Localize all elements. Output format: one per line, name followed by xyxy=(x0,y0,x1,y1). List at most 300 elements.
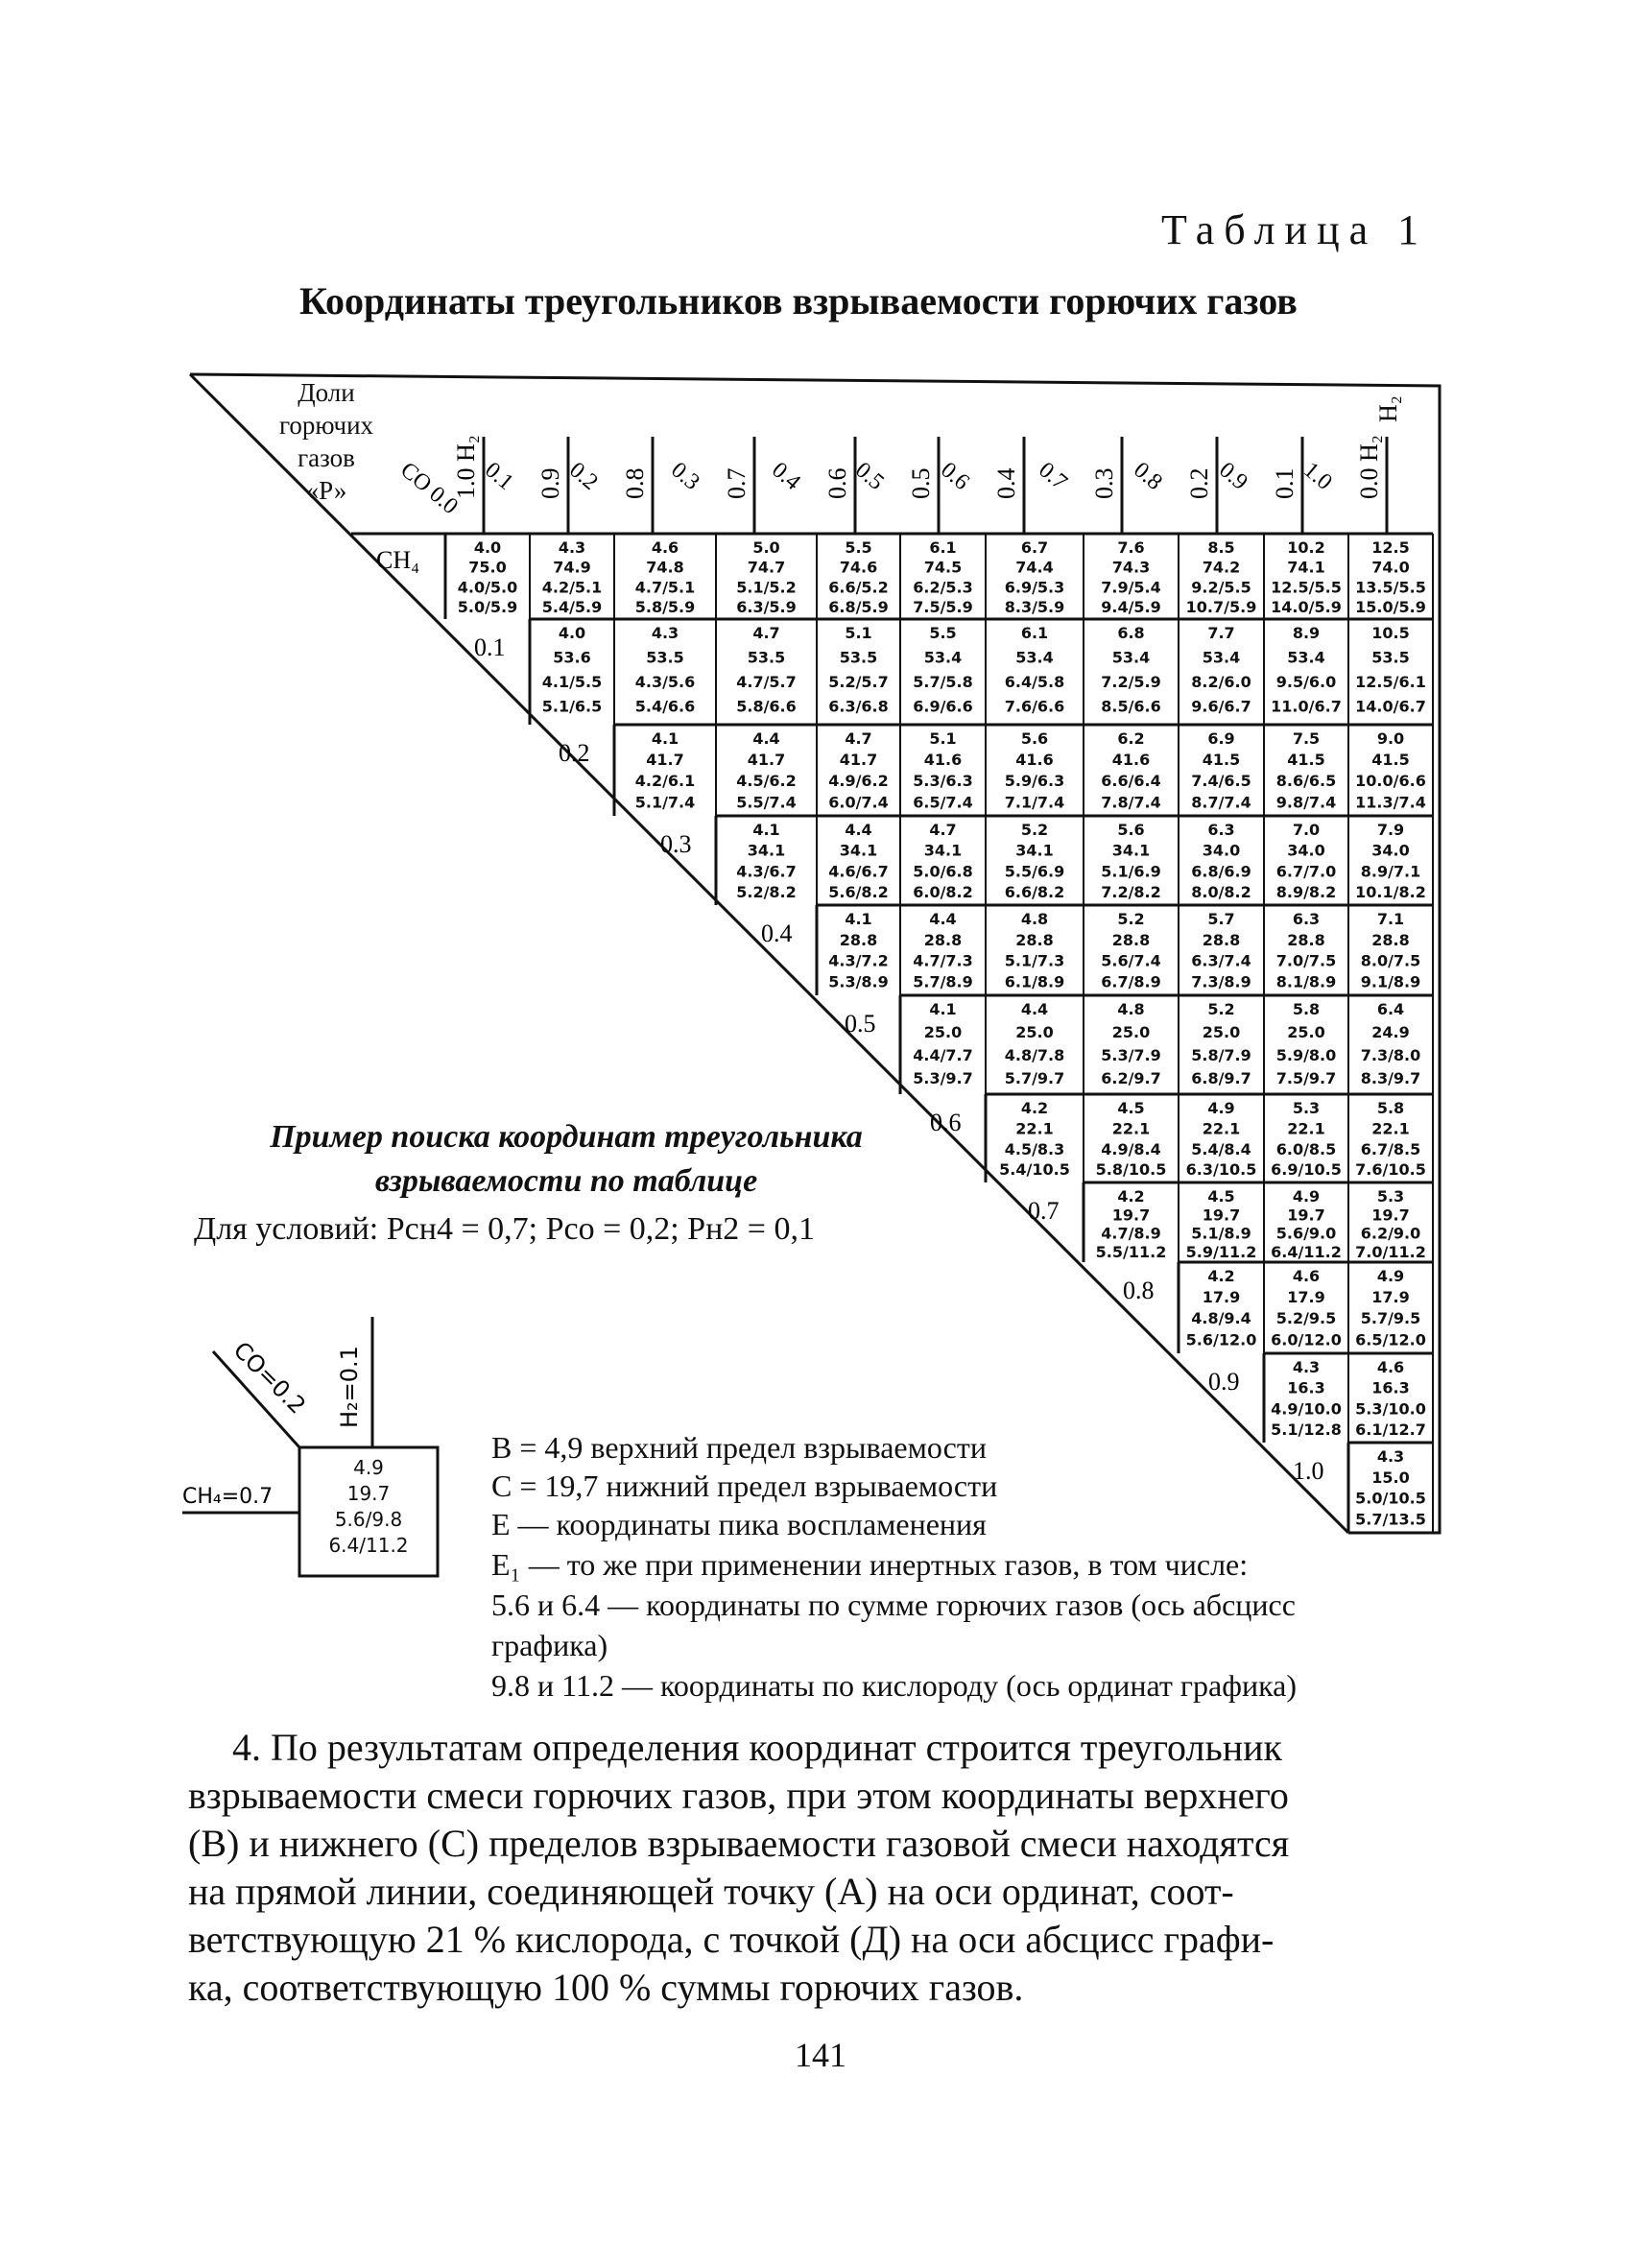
table-cell-value: 15.0 xyxy=(1371,1468,1410,1487)
example-co-label: CO=0.2 xyxy=(227,1336,311,1420)
table-cell-value: 6.9 xyxy=(1207,729,1235,748)
table-cell-value: 7.5/5.9 xyxy=(913,598,973,617)
table-cell-value: 5.3/8.9 xyxy=(828,972,889,991)
table-cell-value: 22.1 xyxy=(1371,1119,1410,1138)
table-cell-value: 34.1 xyxy=(923,841,963,860)
table-cell-value: 28.8 xyxy=(1015,930,1054,949)
table-cell-value: 28.8 xyxy=(1287,930,1325,949)
paragraph-line: (В) и нижнего (С) пределов взрываемости газовой смеси находятся xyxy=(188,1822,1290,1865)
table-cell-value: 34.1 xyxy=(1111,841,1151,860)
table-cell-value: 4.2/6.1 xyxy=(634,772,696,791)
table-cell-value: 7.6 xyxy=(1117,538,1145,557)
table-cell-value: 6.3/10.5 xyxy=(1185,1160,1257,1180)
table-cell-value: 5.8/10.5 xyxy=(1095,1160,1167,1180)
table-cell-value: 6.1/8.9 xyxy=(1004,972,1065,991)
table-cell-value: 75.0 xyxy=(468,558,507,577)
table-cell-value: 5.9/6.3 xyxy=(1004,772,1065,791)
table-cell-value: 7.3/8.0 xyxy=(1360,1045,1421,1064)
table-cell-value: 74.5 xyxy=(923,558,963,577)
table-cell-value: 4.4 xyxy=(752,729,780,748)
table-cell-value: 6.1/12.7 xyxy=(1355,1420,1426,1439)
table-cell-value: 4.1 xyxy=(845,910,872,928)
table-cell-value: 4.7/8.9 xyxy=(1101,1224,1161,1243)
table-cell-value: 6.5/12.0 xyxy=(1355,1330,1426,1349)
table-cell-value: 5.3/9.7 xyxy=(913,1068,973,1087)
table-cell-value: 7.1 xyxy=(1376,910,1405,928)
table-cell-value: 4.8 xyxy=(1020,910,1049,928)
table-cell-value: 74.9 xyxy=(553,558,591,577)
table-cell-value: 8.5/6.6 xyxy=(1101,697,1161,716)
table-cell-value: 8.1/8.9 xyxy=(1275,972,1337,991)
paragraph-line: ка, соответствующую 100 % суммы горючих газов. xyxy=(188,1966,1024,2009)
table-cell-value: 12.5/5.5 xyxy=(1271,578,1342,597)
table-cell-value: 25.0 xyxy=(1111,1022,1151,1041)
table-cell-value: 5.3 xyxy=(1292,1099,1321,1117)
table-cell-value: 4.3 xyxy=(1376,1447,1405,1466)
header-h2-label: H₂ xyxy=(1374,395,1402,422)
example-box-value: 4.9 xyxy=(353,1456,384,1479)
explanation-line: 9.8 и 11.2 — координаты по кислороду (ось ординат графика) xyxy=(491,1668,1297,1703)
table-cell-value: 19.7 xyxy=(1287,1206,1325,1225)
table-cell-value: 15.0/5.9 xyxy=(1355,598,1426,617)
table-cell-value: 6.0/8.5 xyxy=(1275,1139,1337,1158)
header-h2-share: 0.6 xyxy=(823,467,851,499)
table-cell-value: 10.7/5.9 xyxy=(1185,598,1257,617)
paragraph-line: ветствующую 21 % кислорода, с точкой (Д) на оси абсцисс графи- xyxy=(188,1918,1275,1961)
table-cell-value: 5.8/5.9 xyxy=(634,598,696,617)
table-cell-value: 4.2 xyxy=(1020,1099,1049,1117)
table-cell-value: 4.1 xyxy=(651,729,679,748)
example-box-value: 19.7 xyxy=(346,1482,391,1505)
table-cell-value: 41.7 xyxy=(747,751,786,770)
header-h2-share: 0.4 xyxy=(992,467,1020,499)
example-box-value: 5.6/9.8 xyxy=(334,1508,403,1531)
header-h2-share: 0.3 xyxy=(1090,467,1118,499)
row-label: 1.0 xyxy=(1293,1457,1324,1485)
table-cell-value: 7.0/11.2 xyxy=(1355,1242,1426,1261)
table-cell-value: 6.8 xyxy=(1117,624,1145,642)
table-cell-value: 7.1/7.4 xyxy=(1004,793,1065,812)
header-co-share: 0.5 xyxy=(850,457,889,495)
table-cell-value: 28.8 xyxy=(923,930,963,949)
table-cell-value: 4.6 xyxy=(1376,1358,1405,1376)
table-cell-value: 74.7 xyxy=(747,558,786,577)
table-cell-value: 22.1 xyxy=(1015,1119,1054,1138)
table-cell-value: 4.6/6.7 xyxy=(828,862,889,881)
table-cell-value: 4.8 xyxy=(1117,1000,1145,1018)
table-cell-value: 6.6/5.2 xyxy=(828,578,889,597)
explanation-line: графика) xyxy=(491,1628,608,1662)
table-cell-value: 5.7/5.8 xyxy=(913,673,973,692)
table-cell-value: 6.2/5.3 xyxy=(913,578,973,597)
row-label: 0.2 xyxy=(559,739,590,767)
table-cell-value: 4.3/6.7 xyxy=(736,862,797,881)
table-cell-value: 4.0 xyxy=(558,624,586,642)
example-title: Пример поиска координат треугольника взрываемости по таблице xyxy=(270,1119,863,1199)
table-cell-value: 6.7/8.9 xyxy=(1101,972,1161,991)
table-cell-value: 41.5 xyxy=(1371,751,1410,770)
table-cell-value: 22.1 xyxy=(1111,1119,1151,1138)
table-cell-value: 53.5 xyxy=(1371,648,1410,667)
table-cell-value: 5.1/5.2 xyxy=(736,578,797,597)
row-label: 0.5 xyxy=(845,1010,876,1038)
header-co-share: 0.1 xyxy=(480,457,518,495)
table-cell-value: 41.7 xyxy=(646,751,684,770)
table-cell-value: 7.7 xyxy=(1207,624,1235,642)
table-cell-value: 4.1 xyxy=(929,1000,957,1018)
table-cell-value: 4.4 xyxy=(929,910,957,928)
table-cell-value: 8.0/7.5 xyxy=(1360,951,1421,970)
header-co-share: 0.7 xyxy=(1034,457,1072,495)
table-cell-value: 4.0 xyxy=(473,538,502,557)
table-cell-value: 9.8/7.4 xyxy=(1275,793,1337,812)
table-cell-value: 74.4 xyxy=(1015,558,1054,577)
table-cell-value: 12.5/6.1 xyxy=(1355,673,1426,692)
table-cell-value: 16.3 xyxy=(1371,1378,1410,1397)
table-cell-value: 5.2/5.7 xyxy=(828,673,889,692)
table-cell-value: 6.0/12.0 xyxy=(1271,1330,1342,1349)
table-cell-value: 4.7/5.1 xyxy=(634,578,696,597)
table-cell-value: 4.8/7.8 xyxy=(1004,1045,1065,1064)
table-cell-value: 6.3/7.4 xyxy=(1191,951,1251,970)
table-cell-value: 6.3 xyxy=(1207,821,1235,839)
table-cell-value: 4.3 xyxy=(558,538,586,557)
table-cell-value: 74.6 xyxy=(839,558,878,577)
table-cell-value: 5.4/10.5 xyxy=(999,1160,1070,1180)
table-cell-value: 5.7/9.5 xyxy=(1360,1309,1421,1328)
header-h2-share: 0.2 xyxy=(1185,467,1213,499)
table-cell-value: 5.0 xyxy=(752,538,780,557)
paragraph-line: 4. По результатам определения координат строится треугольник xyxy=(232,1726,1282,1769)
table-cell-value: 4.3/7.2 xyxy=(828,951,889,970)
table-cell-value: 74.2 xyxy=(1202,558,1241,577)
table-cell-value: 4.0/5.0 xyxy=(457,578,518,597)
table-cell-value: 34.1 xyxy=(747,841,786,860)
table-cells xyxy=(458,538,1426,1529)
header-h2-share: 0.1 xyxy=(1271,467,1299,499)
table-cell-value: 74.1 xyxy=(1287,558,1325,577)
header-co-share: CO 0.0 xyxy=(395,457,463,520)
table-cell-value: 9.6/6.7 xyxy=(1191,697,1251,716)
table-cell-value: 4.9/10.0 xyxy=(1271,1399,1342,1419)
table-cell-value: 5.1/6.9 xyxy=(1101,862,1161,881)
table-cell-value: 6.2 xyxy=(1117,729,1145,748)
table-cell-value: 9.5/6.0 xyxy=(1275,673,1337,692)
row-label: 0.3 xyxy=(660,830,692,858)
table-cell-value: 7.3/8.9 xyxy=(1191,972,1251,991)
table-cell-value: 19.7 xyxy=(1202,1206,1241,1225)
table-cell-value: 5.9/8.0 xyxy=(1275,1045,1337,1064)
table-cell-value: 4.7/5.7 xyxy=(736,673,797,692)
table-cell-value: 74.3 xyxy=(1111,558,1151,577)
table-cell-value: 5.1/6.5 xyxy=(541,697,603,716)
table-cell-value: 7.2/8.2 xyxy=(1101,882,1161,901)
header-h2-share: 0.0 H₂ xyxy=(1355,435,1383,499)
row-label: 0.9 xyxy=(1208,1368,1240,1396)
row-label: 0.1 xyxy=(474,633,506,661)
table-cell-value: 6.2/9.7 xyxy=(1101,1068,1161,1087)
table-cell-value: 17.9 xyxy=(1202,1288,1241,1307)
table-cell-value: 41.6 xyxy=(1111,751,1151,770)
header-h2-share: 0.9 xyxy=(536,467,564,499)
table-cell-value: 5.6 xyxy=(1020,729,1049,748)
shares-label-line: газов xyxy=(298,443,355,472)
table-cell-value: 6.4 xyxy=(1376,1000,1405,1018)
table-cell-value: 41.5 xyxy=(1287,751,1325,770)
table-cell-value: 7.5 xyxy=(1292,729,1321,748)
table-cell-value: 4.9 xyxy=(1376,1267,1405,1285)
table-cell-value: 8.7/7.4 xyxy=(1191,793,1251,812)
table-cell-value: 5.3/6.3 xyxy=(913,772,973,791)
table-cell-value: 6.2/9.0 xyxy=(1360,1224,1421,1243)
paragraph-line: взрываемости смеси горючих газов, при этом координаты верхнего xyxy=(188,1774,1289,1817)
table-cell-value: 5.0/10.5 xyxy=(1355,1489,1426,1508)
table-cell-value: 4.3 xyxy=(1292,1358,1321,1376)
table-cell-value: 6.8/6.9 xyxy=(1191,862,1251,881)
table-cell-value: 6.4/5.8 xyxy=(1004,673,1065,692)
table-cell-value: 6.7/8.5 xyxy=(1360,1139,1421,1158)
table-cell-value: 6.8/9.7 xyxy=(1191,1068,1251,1087)
table-cell-value: 34.0 xyxy=(1371,841,1410,860)
table-cell-value: 8.3/9.7 xyxy=(1360,1068,1421,1087)
table-cell-value: 5.1 xyxy=(845,624,872,642)
table-cell-value: 5.5 xyxy=(845,538,872,557)
table-cell-value: 6.6/8.2 xyxy=(1004,882,1065,901)
table-cell-value: 6.6/6.4 xyxy=(1101,772,1161,791)
table-cell-value: 41.7 xyxy=(839,751,878,770)
table-cell-value: 5.8 xyxy=(1376,1099,1405,1117)
table-cell-value: 7.9/5.4 xyxy=(1101,578,1161,597)
table-cell-value: 53.4 xyxy=(1111,648,1151,667)
table-cell-value: 74.0 xyxy=(1371,558,1410,577)
header-co-share: 0.8 xyxy=(1129,457,1167,495)
table-cell-value: 16.3 xyxy=(1287,1378,1325,1397)
table-cell-value: 6.3/6.8 xyxy=(828,697,889,716)
row-label: 0.8 xyxy=(1123,1277,1155,1304)
shares-label xyxy=(250,376,403,507)
example-cell-diagram xyxy=(182,1317,438,1576)
table-cell-value: 8.2/6.0 xyxy=(1191,673,1251,692)
table-cell-value: 22.1 xyxy=(1202,1119,1241,1138)
table-cell-value: 14.0/6.7 xyxy=(1355,697,1426,716)
table-cell-value: 4.7/7.3 xyxy=(913,951,973,970)
table-cell-value: 28.8 xyxy=(839,930,878,949)
table-cell-value: 34.1 xyxy=(1015,841,1054,860)
table-cell-value: 5.6/12.0 xyxy=(1185,1330,1257,1349)
example-h2-label: H₂=0.1 xyxy=(336,1346,363,1428)
body-paragraph xyxy=(188,1724,1457,2012)
table-cell-value: 24.9 xyxy=(1371,1022,1410,1041)
table-cell-value: 6.7 xyxy=(1020,538,1049,557)
table-cell-value: 9.4/5.9 xyxy=(1101,598,1161,617)
header-co-share: 0.3 xyxy=(666,457,704,495)
table-cell-value: 5.5 xyxy=(929,624,957,642)
table-cell-value: 7.8/7.4 xyxy=(1101,793,1161,812)
table-cell-value: 8.6/6.5 xyxy=(1275,772,1337,791)
table-cell-value: 11.3/7.4 xyxy=(1355,793,1426,812)
table-cell-value: 4.9/6.2 xyxy=(828,772,889,791)
table-cell-value: 9.0 xyxy=(1376,729,1405,748)
table-cell-value: 13.5/5.5 xyxy=(1355,578,1426,597)
table-cell-value: 41.6 xyxy=(1015,751,1054,770)
table-cell-value: 8.9 xyxy=(1292,624,1321,642)
paragraph-line: на прямой линии, соединяющей точку (А) на оси ординат, соот- xyxy=(188,1870,1234,1913)
table-cell-value: 34.0 xyxy=(1287,841,1325,860)
example-conditions: Для условий: Pсн4 = 0,7; Pсо = 0,2; Pн2 = 0,1 xyxy=(194,1211,815,1247)
table-cell-value: 5.4/5.9 xyxy=(541,598,603,617)
table-cell-value: 34.0 xyxy=(1202,841,1241,860)
table-cell-value: 11.0/6.7 xyxy=(1271,697,1342,716)
table-cell-value: 17.9 xyxy=(1371,1288,1410,1307)
table-cell-value: 25.0 xyxy=(1202,1022,1241,1041)
table-cell-value: 6.8/5.9 xyxy=(828,598,889,617)
table-cell-value: 5.6/8.2 xyxy=(828,882,889,901)
table-cell-value: 5.0/5.9 xyxy=(457,598,518,617)
row-label: 0.7 xyxy=(1028,1197,1060,1225)
table-cell-value: 41.5 xyxy=(1202,751,1241,770)
table-cell-value: 53.5 xyxy=(646,648,684,667)
page-number: 141 xyxy=(795,2036,846,2074)
header-co-share: 0.9 xyxy=(1214,457,1252,495)
table-cell-value: 7.6/10.5 xyxy=(1355,1160,1426,1180)
table-cell-value: 10.2 xyxy=(1287,538,1325,557)
table-cell-value: 5.1/7.3 xyxy=(1004,951,1065,970)
table-cell-value: 5.2/8.2 xyxy=(736,882,797,901)
table-cell-value: 5.6 xyxy=(1117,821,1145,839)
table-label: Таблица 1 xyxy=(1161,206,1429,253)
header-ch4-label: CH₄ xyxy=(376,546,420,574)
table-cell-value: 5.2 xyxy=(1117,910,1145,928)
table-cell-value: 4.5/8.3 xyxy=(1004,1139,1065,1158)
table-cell-value: 4.2/5.1 xyxy=(541,578,603,597)
table-cell-value: 25.0 xyxy=(1015,1022,1054,1041)
table-cell-value: 4.2 xyxy=(1117,1187,1145,1206)
table-cell-value: 4.1 xyxy=(752,821,780,839)
table-cell-value: 5.7/9.7 xyxy=(1004,1068,1065,1087)
table-cell-value: 7.0/7.5 xyxy=(1275,951,1337,970)
table-cell-value: 8.0/8.2 xyxy=(1191,882,1251,901)
table-cell-value: 7.6/6.6 xyxy=(1004,697,1065,716)
table-cell-value: 6.9/5.3 xyxy=(1004,578,1065,597)
table-cell-value: 5.5/11.2 xyxy=(1095,1242,1167,1261)
table-cell-value: 41.6 xyxy=(923,751,963,770)
table-cell-value: 7.0 xyxy=(1292,821,1321,839)
table-cell-value: 5.2/9.5 xyxy=(1275,1309,1337,1328)
header-h2-share: 1.0 H₂ xyxy=(452,435,480,499)
table-cell-value: 5.3/10.0 xyxy=(1355,1399,1426,1419)
table-cell-value: 14.0/5.9 xyxy=(1271,598,1342,617)
example-box-value: 6.4/11.2 xyxy=(328,1534,409,1557)
header-co-share: 0.6 xyxy=(936,457,974,495)
table-cell-value: 5.2 xyxy=(1207,1000,1235,1018)
table-cell-value: 8.9/8.2 xyxy=(1275,882,1337,901)
table-cell-value: 22.1 xyxy=(1287,1119,1325,1138)
table-cell-value: 53.4 xyxy=(1202,648,1241,667)
table-cell-value: 5.7 xyxy=(1207,910,1235,928)
table-cell-value: 10.1/8.2 xyxy=(1355,882,1426,901)
header-co-share: 0.2 xyxy=(564,457,603,495)
table-cell-value: 5.6/9.0 xyxy=(1275,1224,1337,1243)
table-cell-value: 5.7/13.5 xyxy=(1355,1510,1426,1529)
table-cell-value: 4.9/8.4 xyxy=(1101,1139,1161,1158)
table-cell-value: 53.4 xyxy=(923,648,963,667)
table-cell-value: 5.8/7.9 xyxy=(1191,1045,1251,1064)
header-co-share: 0.4 xyxy=(767,457,805,495)
table-cell-value: 7.9 xyxy=(1376,821,1405,839)
row-label: 0.4 xyxy=(761,919,793,947)
table-cell-value: 5.5/7.4 xyxy=(736,793,797,812)
table-cell-value: 5.7/8.9 xyxy=(913,972,973,991)
table-cell-value: 4.2 xyxy=(1207,1267,1235,1285)
table-cell-value: 6.9/10.5 xyxy=(1271,1160,1342,1180)
table-cell-value: 4.8/9.4 xyxy=(1191,1309,1251,1328)
table-cell-value: 6.7/7.0 xyxy=(1275,862,1337,881)
table-cell-value: 5.6/7.4 xyxy=(1101,951,1161,970)
table-cell-value: 25.0 xyxy=(923,1022,963,1041)
table-cell-value: 5.4/8.4 xyxy=(1191,1139,1251,1158)
table-cell-value: 4.5 xyxy=(1117,1099,1145,1117)
header-h2-share: 0.8 xyxy=(621,467,649,499)
table-cell-value: 53.4 xyxy=(1287,648,1325,667)
table-cell-value: 53.6 xyxy=(553,648,591,667)
table-cell-value: 8.3/5.9 xyxy=(1004,598,1065,617)
table-cell-value: 5.8/6.6 xyxy=(736,697,797,716)
table-cell-value: 4.1/5.5 xyxy=(541,673,603,692)
table-cell-value: 8.5 xyxy=(1207,538,1235,557)
table-cell-value: 8.9/7.1 xyxy=(1360,862,1421,881)
table-cell-value: 4.9 xyxy=(1292,1187,1321,1206)
table-cell-value: 5.9/11.2 xyxy=(1185,1242,1257,1261)
table-cell-value: 4.4 xyxy=(1020,1000,1049,1018)
table-cell-value: 5.3 xyxy=(1376,1187,1405,1206)
table-cell-value: 7.4/6.5 xyxy=(1191,772,1251,791)
table-cell-value: 28.8 xyxy=(1371,930,1410,949)
table-cell-value: 74.8 xyxy=(646,558,684,577)
table-cell-value: 5.1 xyxy=(929,729,957,748)
table-cell-value: 4.4 xyxy=(845,821,872,839)
table-cell-value: 5.1/7.4 xyxy=(634,793,696,812)
table-cell-value: 25.0 xyxy=(1287,1022,1325,1041)
table-cell-value: 5.8 xyxy=(1292,1000,1321,1018)
table-cell-value: 53.5 xyxy=(747,648,786,667)
shares-label-line: «Р» xyxy=(305,476,347,505)
table-cell-value: 5.1/12.8 xyxy=(1271,1420,1342,1439)
table-cell-value: 5.1/8.9 xyxy=(1191,1224,1251,1243)
table-cell-value: 4.3/5.6 xyxy=(634,673,696,692)
explanation-line: В = 4,9 верхний предел взрываемости xyxy=(491,1430,987,1465)
table-cell-value: 5.2 xyxy=(1020,821,1049,839)
table-cell-value: 6.0/7.4 xyxy=(828,793,889,812)
table-cell-value: 10.0/6.6 xyxy=(1355,772,1426,791)
table-cell-value: 6.1 xyxy=(929,538,957,557)
table-cell-value: 4.3 xyxy=(651,624,679,642)
table-cell-value: 7.5/9.7 xyxy=(1275,1068,1337,1087)
table-cell-value: 5.5/6.9 xyxy=(1004,862,1065,881)
table-cell-value: 6.0/8.2 xyxy=(913,882,973,901)
table-cell-value: 6.5/7.4 xyxy=(913,793,973,812)
table-cell-value: 6.3 xyxy=(1292,910,1321,928)
table-cell-value: 10.5 xyxy=(1371,624,1410,642)
table-cell-value: 28.8 xyxy=(1202,930,1241,949)
table-cell-value: 4.7 xyxy=(929,821,957,839)
shares-label-line: горючих xyxy=(278,411,374,440)
table-cell-value: 4.9 xyxy=(1207,1099,1235,1117)
explanation-line: Е — координаты пика воспламенения xyxy=(491,1507,987,1541)
table-cell-value: 6.1 xyxy=(1020,624,1049,642)
table-cell-value: 53.5 xyxy=(839,648,878,667)
table-cell-value: 6.9/6.6 xyxy=(913,697,973,716)
header-h2-share: 0.5 xyxy=(907,467,935,499)
